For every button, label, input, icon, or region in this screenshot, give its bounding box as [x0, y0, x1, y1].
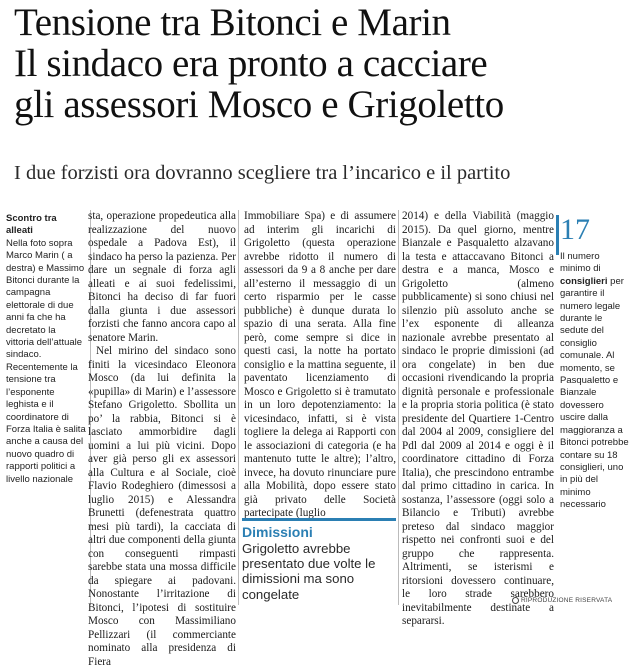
headline-line-2: Il sindaco era pronto a cacciare [14, 42, 488, 85]
article-paragraph: Nel mirino del sindaco sono finiti la vicesindaco Eleonora Mosco (da lui definita la «pupilla» di Marin) e l’assessore Stefano Grigoletto. Sbollita un po’ la rabbia, Bitonci si è lasciato ammorbidire dagli uomini a lui più vicini. Dopo aver già perso gli ex assessori alla Cultura e al Sociale, cioè Flavio Rodeghiero (dimessosi a luglio 2015) e Alessandra Brunetti (defenestrata quattro mesi più tardi), la cacciata di altri due componenti della giunta con conseguenti rimpasti sarebbe stata una mossa difficile da spiegare ai padovani. Nonostante l’irritazione di Bitonci, l’ipotesi di sostituire Mosco con Massimiliano Pellizzari (il commerciante nominato alla presidenza di Fiera [88, 345, 236, 668]
reproduction-notice [512, 597, 612, 604]
article-column-1 [88, 210, 236, 669]
stat-text-after: per garantire il numero legale durante le sedute del consiglio comunale. Al momento, se Pasqualetto e Bianzale dovessero uscire dalla maggioranza a Bitonci potrebbe contare su 18 consiglieri, uno in più del minimo necessario [560, 275, 629, 511]
stat-text-bold: consiglieri [560, 275, 608, 287]
column-rule [398, 210, 399, 605]
reproduction-text: RIPRODUZIONE RISERVATA [521, 597, 613, 605]
pull-quote-box [242, 518, 396, 602]
stat-box [560, 213, 630, 512]
pull-quote-kicker: Dimissioni [242, 524, 313, 540]
article-paragraph: 2014) e della Viabilità (maggio 2015). Da quel giorno, mentre Bianzale e Pasqualetto alzavano la testa e attaccavano Bitonci a destra e a manca, Mosco e Grigoletto (almeno pubblicamente) si sono chiusi nel silenzio più assoluto anche se l’ex esponente di alleanza nazionale avrebbe presentato al sindaco le proprie dimissioni (ad ora congelate) in ben due occasioni rivendicando la propria dignità personale e professionale e la propria storia politica (è stato presidente del Quartiere 1-Centro dal 2004 al 2009, consigliere del Pdl dal 2009 al 2014 e oggi è il coordinatore cittadino di Forza Italia), che prescindono entrambe dal primo cittadino in carica. In sostanza, l’assessore (oggi solo a Bilancio e Tributi) avrebbe preteso dal sindaco maggior rispetto nei confronti suoi e del gruppo che rappresenta. Altrimenti, se isterismi e ritorsioni dovessero continuare, le loro strade sarebbero inevitabilmente destinate a separarsi. [402, 210, 554, 627]
headline-line-3: gli assessori Mosco e Grigoletto [14, 83, 504, 126]
column-rule [238, 210, 239, 605]
copyright-icon [512, 597, 519, 604]
pull-quote-text: Grigoletto avrebbe presentato due volte le dimissioni ma sono congelate [242, 541, 376, 602]
subheadline: I due forzisti ora dovranno scegliere tra l’incarico e il partito [14, 162, 511, 184]
stat-text-before: Il numero minimo di [560, 251, 601, 275]
article-paragraph: sta, operazione propedeutica alla realizzazione del nuovo ospedale a Padova Est), il sindaco ha perso la pazienza. Per dare un segnale di forza agli alleati e ai suoi fedelissimi, Bitonci ha deciso di far fuori dalla giunta i due assessori forzisti che fanno ancora capo al senatore Marin. [88, 210, 236, 344]
headline [14, 2, 626, 125]
article-column-2 [244, 210, 396, 521]
stat-accent-bar [556, 215, 559, 255]
caption-title: Scontro tra alleati [6, 213, 57, 237]
article-column-3 [402, 210, 554, 629]
photo-caption [6, 213, 86, 486]
stat-number: 17 [560, 213, 590, 246]
headline-line-1: Tensione tra Bitonci e Marin [14, 1, 451, 44]
caption-text: Nella foto sopra Marco Marin ( a destra) e Massimo Bitonci durante la campagna elettorale di due anni fa che ha decretato la vittoria dell’attuale sindaco. Recentemente la tensione tra l’esponente leghista e il coordinatore di Forza Italia è salita anche a causa del nuovo quadro di rapporti politici a livello nazionale [6, 237, 86, 485]
article-paragraph: Immobiliare Spa) e di assumere ad interim gli incarichi di Grigoletto (questa operazione avrebbe ridotto il numero di assessori da 9 a 8 anche per dare all’esterno il messaggio di un certo risparmio per le casse pubbliche) è dunque durata lo spazio di una serata. Alla fine però, come sempre si dice in questi casi, la notte ha portato consiglio e la mattina seguente, il paventato licenziamento di Mosco e Grigoletto si è tramutato in un loro depotenziamento: la vicesindaco, infatti, si è vista togliere la delega ai Rapporti con le associazioni di categoria (e ha mantenuto tutte le altre); l’altro, invece, ha dovuto rinunciare pure alla Mobilità, dopo essere stato già privato delle Società partecipate (luglio [244, 210, 396, 519]
